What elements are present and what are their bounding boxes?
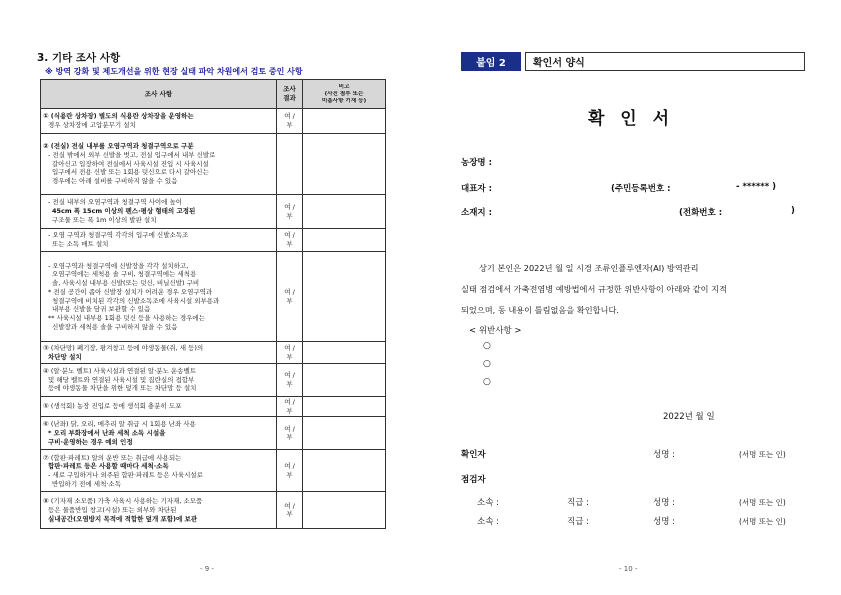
result-cell[interactable]: 여 / 부: [277, 195, 303, 229]
annex-title: 확인서 양식: [525, 52, 805, 71]
result-cell[interactable]: 여 / 부: [277, 417, 303, 450]
confirmer-label: 확인자: [461, 450, 486, 460]
table-row: ⑤ (생석회) 농장 진입로 등에 생석회 충분히 도포 여 / 부: [41, 397, 386, 417]
table-row: ⑧ (기자재 소모품) 가축 사육시 사용하는 기자재, 소모품 등은 물품반입 창고(시설) 또는 외부와 차단된 실내공간(오염방지 목적에 적합한 덮개 포함)에 보관 여 / 부: [41, 492, 386, 529]
note-cell[interactable]: [303, 417, 386, 450]
table-row: ④ (알·분노 벨트) 사육시설과 연결된 알·분노 운송벨트 및 해당 벨트와 연결된 사육시설 및 집란실의 접합부 등에 야생동물 차단을 위한 덮개 또는 차단망 등 설치 여 / 부: [41, 364, 386, 397]
note-cell[interactable]: [303, 450, 386, 492]
result-cell[interactable]: 여 / 부: [277, 492, 303, 529]
inspection-table: [40, 79, 386, 529]
section-note: ※ 방역 강화 및 제도개선을 위한 현장 실태 파악 차원에서 검토 중인 사항: [45, 67, 303, 76]
address-label: 소재지 :: [461, 208, 492, 218]
inspector2-name: 성명 :: [653, 517, 675, 527]
phone-close: ): [791, 206, 795, 216]
note-cell[interactable]: [303, 109, 386, 134]
note-cell[interactable]: [303, 195, 386, 229]
farm-name-label: 농장명 :: [461, 158, 492, 168]
inspector2-sign: (서명 또는 인): [739, 517, 786, 526]
table-row: ① (식용란 상차장) 별도의 식용란 상차장을 운영하는 경우 상차장에 고압분무기 설치 여 / 부: [41, 109, 386, 134]
inspector2-org: 소속 :: [477, 517, 499, 527]
inspector1-rank: 직급 :: [567, 498, 589, 508]
table-row: ⑥ (난좌) 닭, 오리, 메추리 알 취급 시 1회용 난좌 사용 * 오리 부화장에서 난좌 세척 소독 시설을 구비·운영하는 경우 예외 인정 여 / 부: [41, 417, 386, 450]
annex-tag: 붙임 2: [461, 52, 521, 71]
section-title: 3. 기타 조사 사항: [37, 52, 121, 64]
rep-id-label: (주민등록번호 :: [611, 184, 671, 194]
table-row: ⑦ (합판·파레트) 알의 운반 또는 취급에 사용되는 합판·파레트 등은 사용할 때마다 세척·소독 - 새로 구입하거나 외주된 합판·파레트 등은 사육시설로 반입하기 전에 세척·소독 여 / 부: [41, 450, 386, 492]
rep-label: 대표자 :: [461, 184, 492, 194]
result-cell[interactable]: 여 / 부: [277, 252, 303, 342]
table-row: - 오염 구역과 청결구역 각각의 입구에 신발소독조 또는 소독 매트 설치 여 / 부: [41, 229, 386, 252]
result-cell[interactable]: 여 / 부: [277, 450, 303, 492]
header-result: 조사 결과: [277, 80, 303, 109]
table-row: ② (전실) 전실 내부를 오염구역과 청결구역으로 구분 - 전실 밖에서 외부 신발을 벗고, 전실 입구에서 내부 신발로 갈아신고 입장하여 전실에서 사육시설 진입 시 사육시설 입구에서 전용 신발 또는 1회용 덧신으로 다시 갈아신는 경우에는 아래 설비를 구비하지 않을 수 있음: [41, 134, 386, 195]
date-line: 2022년 월 일: [663, 412, 715, 422]
note-cell[interactable]: [303, 492, 386, 529]
inspector-label: 점검자: [461, 475, 486, 485]
result-cell[interactable]: 여 / 부: [277, 364, 303, 397]
phone-label: (전화번호 :: [679, 208, 723, 218]
confirmer-name-label: 성명 :: [653, 450, 675, 460]
annex-header: [461, 52, 805, 71]
rep-id-value: - ****** ): [736, 182, 777, 192]
page-number-right: - 10 -: [619, 565, 638, 573]
inspector2-rank: 직급 :: [567, 517, 589, 527]
note-cell[interactable]: [303, 229, 386, 252]
table-row: ③ (차단망) 폐기장, 왕겨창고 등에 야생동물(쥐, 새 등)의 차단망 설치 여 / 부: [41, 342, 386, 364]
violation-bullet: ○: [483, 341, 491, 351]
header-item: 조사 사항: [41, 80, 277, 109]
table-row: - 전실 내부의 오염구역과 청결구역 사이에 높이 45cm 폭 15cm 이상의 펜스·평상 형태의 고정된 구조물 또는 폭 1m 이상의 발판 설치 여 / 부: [41, 195, 386, 229]
page-left: [0, 0, 420, 595]
inspector1-name: 성명 :: [653, 498, 675, 508]
result-cell[interactable]: [277, 134, 303, 195]
result-cell[interactable]: 여 / 부: [277, 397, 303, 417]
result-cell[interactable]: 여 / 부: [277, 109, 303, 134]
note-cell[interactable]: [303, 364, 386, 397]
note-cell[interactable]: [303, 252, 386, 342]
result-cell[interactable]: 여 / 부: [277, 342, 303, 364]
table-row: - 오염구역과 청결구역에 신발장을 각각 설치하고, 오염구역에는 세척용 솔 구비, 청결구역에는 세척용 솔, 사육시설 내부용 신발(또는 덧신, 비닐신발) 구비 * 전실 공간이 좁아 신발장 설치가 어려운 경우 오염구역과 청결구역에 비치된 각각의 신발소독조에 사육시설 외부용과 내부용 신발을 담궈 보관할 수 있음 ** 사육시설 내부용 1회용 덧신 등을 사용하는 경우에는 신발장과 세척용 솔을 구비하지 않을 수 있음 여 / 부: [41, 252, 386, 342]
note-cell[interactable]: [303, 134, 386, 195]
note-cell[interactable]: [303, 342, 386, 364]
page-right: [421, 0, 841, 595]
inspector1-org: 소속 :: [477, 498, 499, 508]
confirmation-body: 상기 본인은 2022년 월 일 시경 조류인플루엔자(AI) 방역관리 실태 점검에서 가축전염병 예방법에서 규정한 위반사항이 아래와 같이 지적 되었으며, 동 내용이 틀림없음을 확인합니다.: [461, 263, 728, 315]
doc-title: 확 인 서: [587, 109, 675, 129]
page-number-left: - 9 -: [200, 565, 214, 573]
violation-bullet: ○: [483, 359, 491, 369]
header-note: 비고 (사진 첨부 또는 미흡사항 기재 등): [303, 80, 386, 109]
note-cell[interactable]: [303, 397, 386, 417]
confirmer-sign: (서명 또는 인): [739, 450, 786, 459]
inspector1-sign: (서명 또는 인): [739, 498, 786, 507]
result-cell[interactable]: 여 / 부: [277, 229, 303, 252]
violation-header: < 위반사항 >: [469, 326, 522, 336]
violation-bullet: ○: [483, 377, 491, 387]
